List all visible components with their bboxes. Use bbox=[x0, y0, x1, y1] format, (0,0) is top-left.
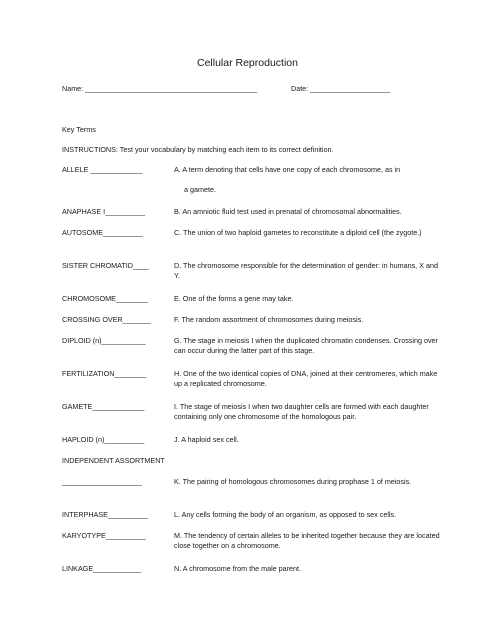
definition-text: E. One of the forms a gene may take. bbox=[174, 294, 294, 303]
term-label: ALLELE _____________ bbox=[62, 165, 143, 174]
term-label: ANAPHASE I__________ bbox=[62, 207, 146, 216]
section-heading-key-terms: Key Terms bbox=[62, 125, 96, 134]
definition-text: H. One of the two identical copies of DNA, joined at their centromeres, which make up a replicated chromosome. bbox=[174, 369, 438, 389]
definition-text: B. An amniotic fluid test used in prenatal of chromosomal abnormalities. bbox=[174, 207, 402, 216]
term-label: ____________________ bbox=[62, 477, 142, 486]
term-label: LINKAGE____________ bbox=[62, 564, 142, 573]
term-label: CROSSING OVER_______ bbox=[62, 315, 151, 324]
instructions-text: INSTRUCTIONS: Test your vocabulary by matching each item to its correct definition. bbox=[62, 145, 334, 154]
definition-text: K. The pairing of homologous chromosomes during prophase 1 of meiosis. bbox=[174, 477, 412, 486]
term-label: FERTILIZATION________ bbox=[62, 369, 147, 378]
definition-text: F. The random assortment of chromosomes during meiosis. bbox=[174, 315, 364, 324]
term-label: INTERPHASE__________ bbox=[62, 510, 148, 519]
term-label-independent-assortment: INDEPENDENT ASSORTMENT bbox=[62, 456, 165, 465]
definition-text: D. The chromosome responsible for the determination of gender: in humans, X and Y. bbox=[174, 261, 438, 281]
term-label: GAMETE_____________ bbox=[62, 402, 145, 411]
term-label: CHROMOSOME________ bbox=[62, 294, 148, 303]
term-label: KARYOTYPE__________ bbox=[62, 531, 146, 540]
date-field-line: Date: ____________________ bbox=[291, 84, 391, 93]
page-title: Cellular Reproduction bbox=[197, 57, 298, 69]
definition-text-continued: a gamete. bbox=[184, 185, 216, 194]
term-label: DIPLOID (n)___________ bbox=[62, 336, 146, 345]
term-label: HAPLOID (n)__________ bbox=[62, 435, 145, 444]
term-label: SISTER CHROMATID____ bbox=[62, 261, 149, 270]
definition-text: C. The union of two haploid gametes to reconstitute a diploid cell (the zygote.) bbox=[174, 228, 422, 237]
definition-text: M. The tendency of certain alleles to be inherited together because they are located close together on a chromosome. bbox=[174, 531, 440, 551]
definition-text: A. A term denoting that cells have one copy of each chromosome, as in bbox=[174, 165, 401, 174]
name-field-line: Name: ___________________________________________ bbox=[62, 84, 258, 93]
definition-text: N. A chromosome from the male parent. bbox=[174, 564, 302, 573]
definition-text: G. The stage in meiosis I when the duplicated chromatin condenses. Crossing over can occur during the latter part of this stage. bbox=[174, 336, 438, 356]
definition-text: L. Any cells forming the body of an organism, as opposed to sex cells. bbox=[174, 510, 397, 519]
definition-text: J. A haploid sex cell. bbox=[174, 435, 239, 444]
term-label: AUTOSOME__________ bbox=[62, 228, 143, 237]
definition-text: I. The stage of meiosis I when two daughter cells are formed with each daughter containing only one chromosome of the homologous pair. bbox=[174, 402, 429, 422]
